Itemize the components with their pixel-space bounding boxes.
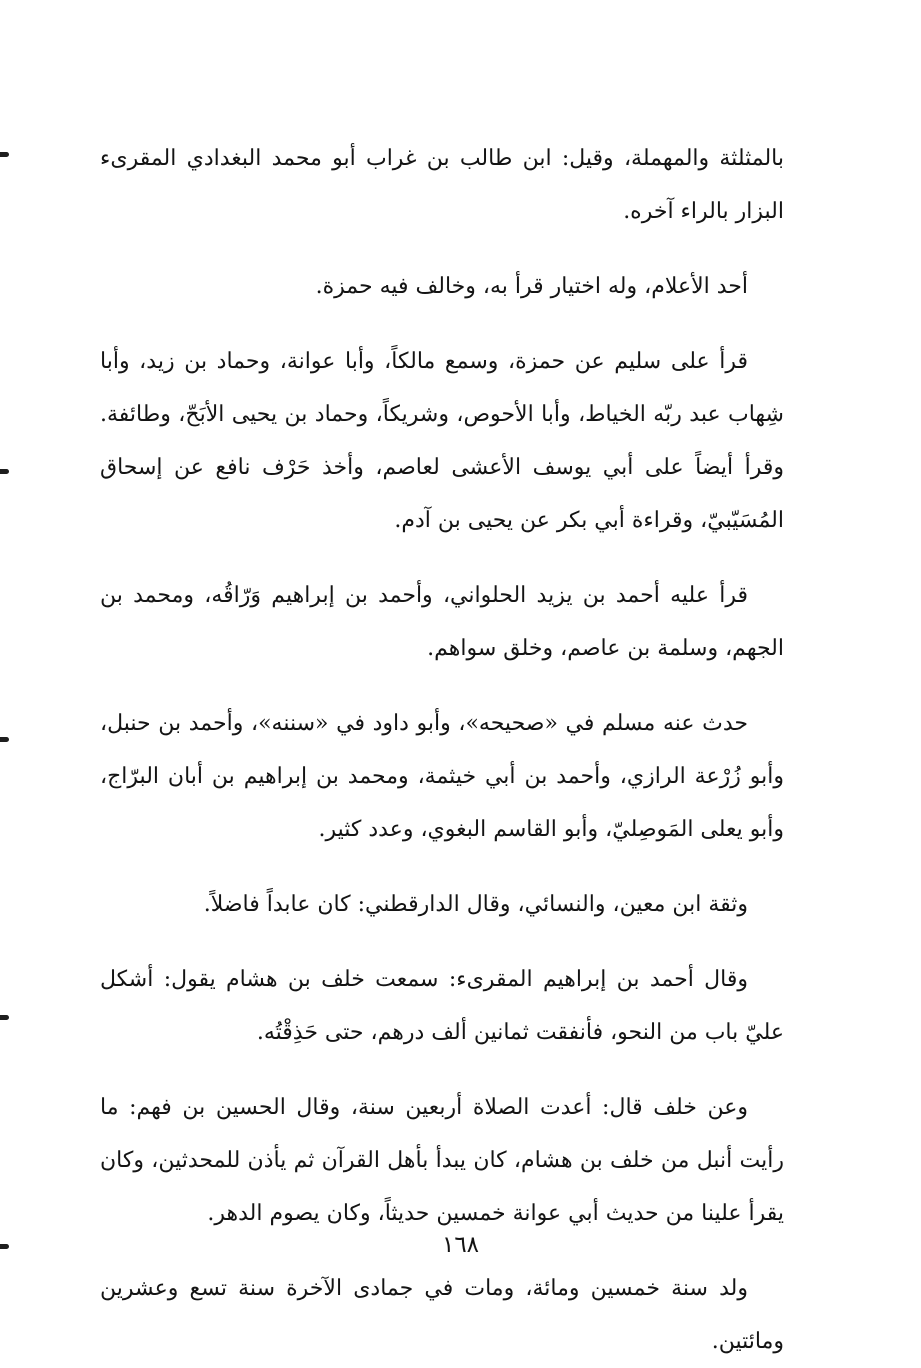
paragraph-narrators: حدث عنه مسلم في «صحيحه»، وأبو داود في «سننه»، وأحمد بن حنبل، وأبو زُرْعة الرازي، وأحمد بن أبي خيثمة، ومحمد بن إبراهيم بن أبان البرّاج، وأبو يعلى المَوصِليّ، وأبو القاسم البغوي، وعدد كثير. (100, 711, 784, 842)
paragraph-anecdote: وقال أحمد بن إبراهيم المقرىء: سمعت خلف بن هشام يقول: أشكل عليّ باب من النحو، فأنفقت ثمانين ألف درهم، حتى حَذِقْتُه. (100, 967, 784, 1045)
paragraph-piety: وعن خلف قال: أعدت الصلاة أربعين سنة، وقال الحسين بن فهم: ما رأيت أنبل من خلف بن هشام، كان يبدأ بأهل القرآن ثم يأذن للمحدثين، وكان يقرأ علينا من حديث أبي عوانة خمسين حديثاً، وكان يصوم الدهر. (100, 1095, 784, 1226)
paragraph-birth-death: ولد سنة خمسين ومائة، ومات في جمادى الآخرة سنة تسع وعشرين ومائتين. (100, 1276, 784, 1354)
margin-mark (0, 737, 9, 742)
margin-mark (0, 469, 9, 474)
paragraph-rank: أحد الأعلام، وله اختيار قرأ به، وخالف فيه حمزة. (315, 274, 748, 299)
paragraph-teachers: قرأ على سليم عن حمزة، وسمع مالكاً، وأبا عوانة، وحماد بن زيد، وأبا شِهاب عبد ربّه الخياط، وأبا الأحوص، وشريكاً، وحماد بن يحيى الأبَحّ، وطائفة. وقرأ أيضاً على أبي يوسف الأعشى لعاصم، وأخذ حَرْف نافع عن إسحاق المُسَيّبيّ، وقراءة أبي بكر عن يحيى بن آدم. (100, 349, 784, 533)
page-body-text (100, 132, 784, 1368)
paragraph-students: قرأ عليه أحمد بن يزيد الحلواني، وأحمد بن إبراهيم وَرّاقُه، ومحمد بن الجهم، وسلمة بن عاصم، وخلق سواهم. (100, 583, 784, 661)
page-number: ١٦٨ (441, 1232, 480, 1258)
margin-mark (0, 152, 9, 157)
paragraph-name-continuation: بالمثلثة والمهملة، وقيل: ابن طالب بن غراب أبو محمد البغدادي المقرىء البزار بالراء آخره. (100, 146, 784, 224)
paragraph-reliability: وثقة ابن معين، والنسائي، وقال الدارقطني: كان عابداً فاضلاً. (203, 892, 748, 917)
margin-mark (0, 1015, 9, 1020)
